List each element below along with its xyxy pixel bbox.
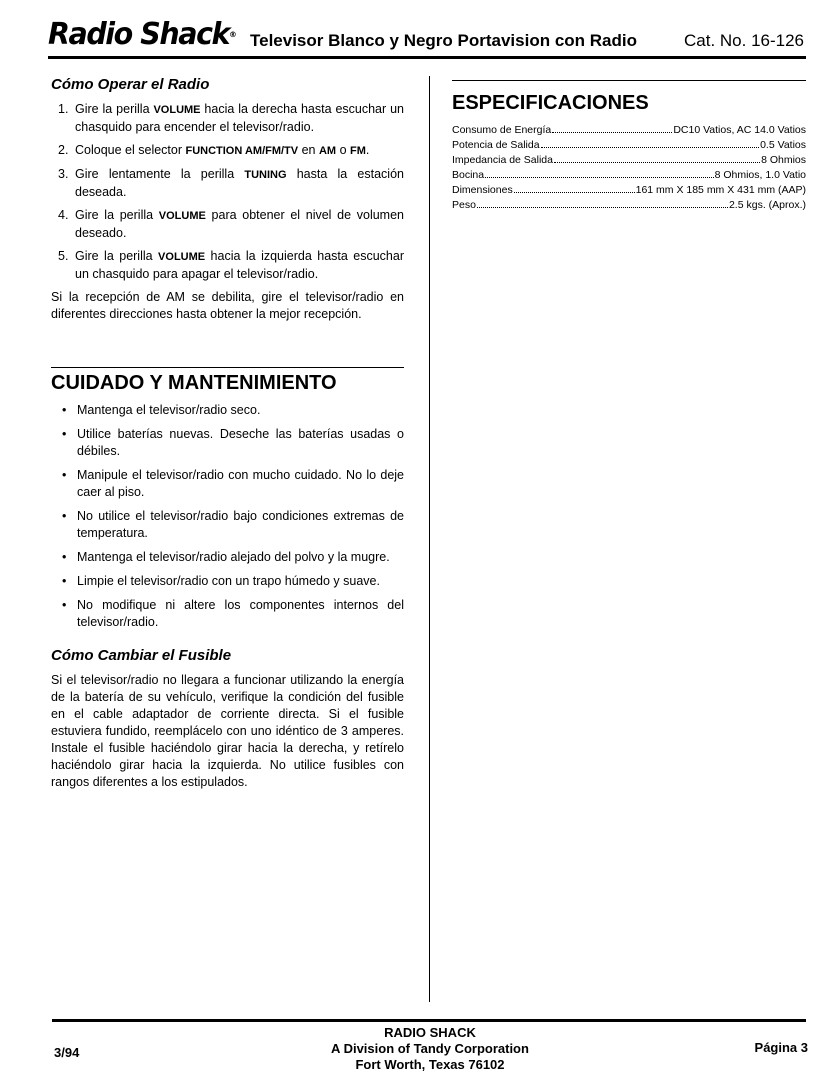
spec-row: Potencia de Salida 0.5 Vatios — [452, 139, 806, 151]
reception-note: Si la recepción de AM se debilita, gire el televisor/radio en diferentes direcciones hasta obtener la mejor recepción. — [51, 290, 404, 321]
spec-row: Peso 2.5 kgs. (Aprox.) — [452, 199, 806, 211]
list-item: • Utilice baterías nuevas. Deseche las baterías usadas o débiles. — [62, 427, 404, 458]
fuse-heading: Cómo Cambiar el Fusible — [51, 647, 232, 664]
document-title: Televisor Blanco y Negro Portavision con Radio — [250, 31, 637, 50]
spec-row: Dimensiones 161 mm X 185 mm X 431 mm (AAP) — [452, 184, 806, 196]
operate-steps — [51, 101, 404, 283]
operate-heading: Cómo Operar el Radio — [51, 76, 210, 93]
radio-shack-logo: Radio Shack® — [48, 17, 236, 52]
list-item: • No utilice el televisor/radio bajo condiciones extremas de temperatura. — [62, 509, 404, 540]
footer-rule — [52, 1019, 806, 1022]
list-item: • Mantenga el televisor/radio seco. — [62, 403, 261, 417]
company-name: RADIO SHACK — [384, 1025, 476, 1040]
list-item: • Limpie el televisor/radio con un trapo húmedo y suave. — [62, 574, 380, 588]
header-rule — [48, 56, 806, 59]
page-number: Página 3 — [754, 1040, 808, 1055]
footer-date: 3/94 — [54, 1045, 80, 1060]
care-list — [51, 402, 404, 631]
left-column — [51, 76, 404, 791]
section-rule — [51, 367, 404, 368]
right-column — [452, 80, 806, 213]
spec-row: Impedancia de Salida 8 Ohmios — [452, 154, 806, 166]
footer-company — [240, 1025, 620, 1073]
column-divider — [429, 76, 430, 1002]
care-heading: CUIDADO Y MANTENIMIENTO — [51, 372, 337, 394]
company-division: A Division of Tandy Corporation — [331, 1041, 529, 1056]
list-item: 2. Coloque el selector FUNCTION AM/FM/TV en AM o FM. — [58, 143, 370, 157]
section-rule — [452, 80, 806, 81]
company-city: Fort Worth, Texas 76102 — [355, 1057, 505, 1072]
list-item: • Mantenga el televisor/radio alejado del polvo y la mugre. — [62, 550, 390, 564]
list-item: • Manipule el televisor/radio con mucho cuidado. No lo deje caer al piso. — [62, 468, 404, 499]
catalog-number: Cat. No. 16-126 — [683, 31, 804, 50]
list-item: 1. Gire la perilla VOLUME hacia la derecha hasta escuchar un chasquido para encender el televisor/radio. — [58, 102, 404, 134]
list-item: 5. Gire la perilla VOLUME hacia la izquierda hasta escuchar un chasquido para apagar el televisor/radio. — [58, 249, 404, 281]
list-item: • No modifique ni altere los componentes internos del televisor/radio. — [62, 598, 404, 629]
page-header — [48, 14, 806, 58]
list-item: 3. Gire lentamente la perilla TUNING hasta la estación deseada. — [58, 167, 404, 199]
list-item: 4. Gire la perilla VOLUME para obtener el nivel de volumen deseado. — [58, 208, 404, 240]
spec-row: Consumo de Energía DC10 Vatios, AC 14.0 Vatios — [452, 124, 806, 136]
spec-row: Bocina 8 Ohmios, 1.0 Vatio — [452, 169, 806, 181]
specs-heading: ESPECIFICACIONES — [452, 92, 649, 114]
fuse-paragraph: Si el televisor/radio no llegara a funcionar utilizando la energía de la batería de su vehículo, verifique la condición del fusible en el cable adaptador de corriente directa. Si el fusible estuviera fundido, reemplácelo con uno idéntico de 3 amperes. Instale el fusible haciéndolo girar hacia la derecha, y retírelo haciéndolo girar hacia la izquierda. No utilice fusibles con rangos diferentes a los estipulados. — [51, 673, 404, 789]
